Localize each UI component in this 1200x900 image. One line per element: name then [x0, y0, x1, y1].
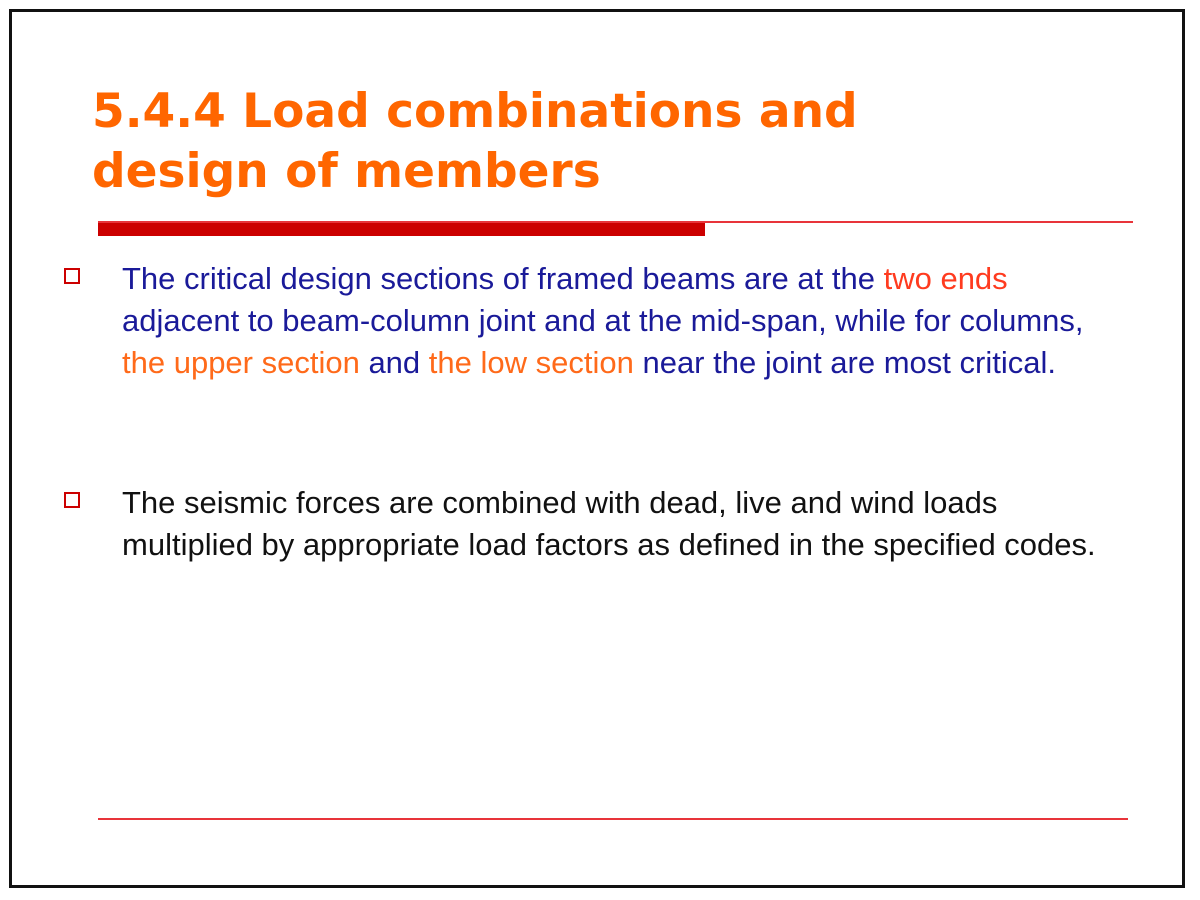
highlight-upper-section: the upper section: [122, 345, 360, 380]
slide-frame: [9, 9, 1185, 888]
highlight-two-ends: two ends: [883, 261, 1008, 296]
highlight-low-section: the low section: [428, 345, 634, 380]
slide-title: [92, 82, 1092, 202]
bullet-text-critical-sections: [122, 258, 1132, 384]
bullet-1-text-part-3: and: [359, 345, 429, 380]
bullet-1-text-part-1: The critical design sections of framed beams are at the: [122, 261, 884, 296]
bullet-text-seismic-forces: The seismic forces are combined with dead, live and wind loads multiplied by appropriate load factors as defined in the specified codes.: [122, 485, 1096, 562]
slide-title-line-1: 5.4.4 Load combinations and: [92, 84, 858, 139]
bullet-1-text-part-2: adjacent to beam-column joint and at the mid-span, while for columns,: [122, 303, 1084, 338]
bullet-1-text-part-4: near the joint are most critical.: [633, 345, 1056, 380]
title-underline-thick: [98, 223, 705, 236]
slide-title-line-2: design of members: [92, 144, 601, 199]
square-bullet-icon: [64, 268, 80, 284]
square-bullet-icon: [64, 492, 80, 508]
footer-rule: [98, 818, 1128, 820]
